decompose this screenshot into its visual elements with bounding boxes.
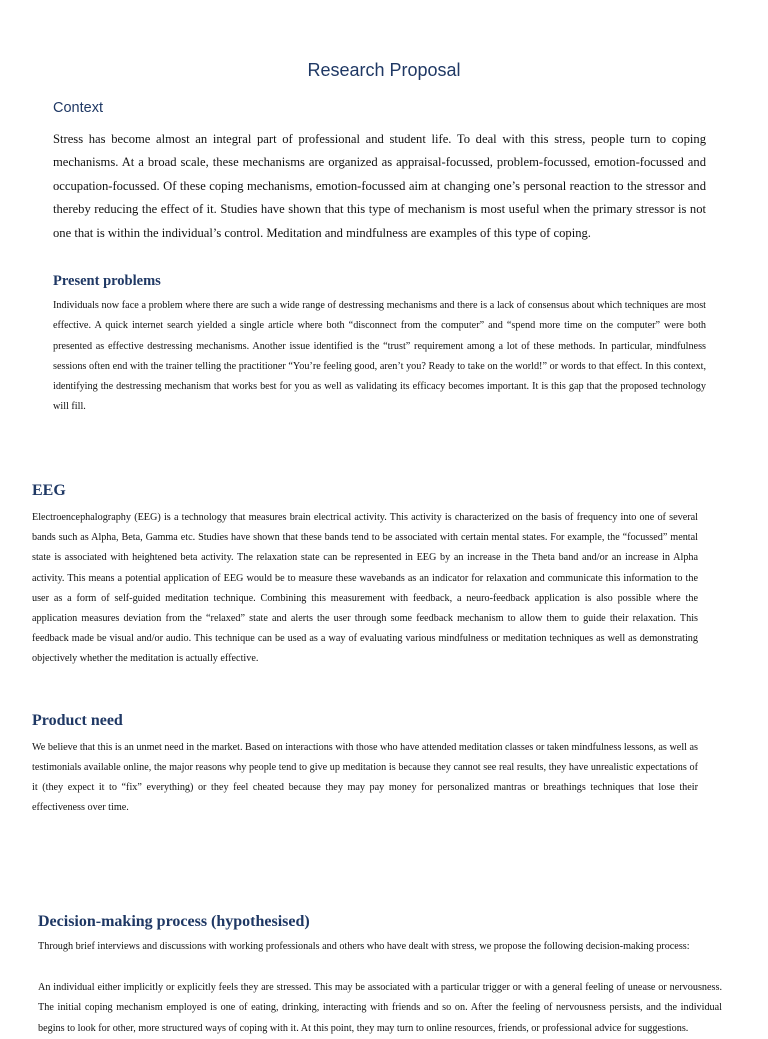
heading-eeg: EEG [32, 482, 66, 499]
heading-present-problems: Present problems [53, 273, 161, 289]
document-title: Research Proposal [307, 60, 461, 80]
paragraph-eeg: Electroencephalography (EEG) is a technology that measures brain electrical activity. This activity is characterized on the basis of frequency into one of several bands such as Alpha, Beta, Gamma etc. Studies have shown that these bands tend to be associated with certain mental states. For example, the “focussed” mental state is associated with heightened beta activity. The relaxation state can be represented in EEG by an increase in the Theta band and/or an increase in Alpha activity. This means a potential application of EEG would be to measure these wavebands as an indicator for relaxation and communicate this information to the user as a form of self-guided meditation technique. Combining this measurement with feedback, a neuro-feedback application is also possible where the application measures deviation from the “relaxed” state and alerts the user through some feedback mechanism to allow them to guide their relaxation. This feedback made be visual and/or audio. This technique can be used as a way of evaluating various mindfulness or meditation techniques as well as demonstrating objectively whether the meditation is actually effective. [32, 512, 698, 665]
paragraph-product-need: We believe that this is an unmet need in the market. Based on interactions with those who have attended meditation classes or taken mindfulness lessons, as well as testimonials available online, the major reasons why people tend to give up meditation is because they cannot see real results, they have unrealistic expectations of it (they expect it to “fix” everything) or they feel cheated because they may pay money for personalized mantras or breathings techniques that lose their effectiveness over time. [32, 742, 699, 814]
paragraph-decision-making-intro: Through brief interviews and discussions with working professionals and others who have dealt with stress, we propose the following decision-making process: [38, 941, 690, 952]
heading-product-need: Product need [32, 712, 123, 729]
paragraph-decision-making-process: An individual either implicitly or explicitly feels they are stressed. This may be associated with a particular trigger or with a general feeling of unease or nervousness. The initial coping mechanism employed is one of eating, drinking, interacting with friends and so on. After the feeling of nervousness persists, and the individual begins to look for other, more structured ways of coping with it. At this point, they may turn to online resources, friends, or professional advice for suggestions. [38, 982, 722, 1034]
heading-context: Context [53, 100, 103, 116]
paragraph-context: Stress has become almost an integral part of professional and student life. To deal with this stress, people turn to coping mechanisms. At a broad scale, these mechanisms are organized as appraisal-focussed, problem-focussed, emotion-focussed and occupation-focussed. Of these coping mechanisms, emotion-focussed aim at changing one’s personal reaction to the stressor and thereby reducing the effect of it. Studies have shown that this type of mechanism is most useful when the primary stressor is not one that is within the individual’s control. Meditation and mindfulness are examples of this type of coping. [53, 132, 706, 240]
heading-decision-making: Decision-making process (hypothesised) [38, 913, 310, 930]
paragraph-present-problems: Individuals now face a problem where there are such a wide range of destressing mechanisms and there is a lack of consensus about which techniques are most effective. A quick internet search yielded a single article where both “disconnect from the computer” and “spend more time on the computer” were both presented as effective destressing mechanisms. Another issue identified is the “trust” requirement among a lot of these methods. In particular, mindfulness sessions often end with the trainer telling the practitioner “You’re feeling good, aren’t you? Ready to take on the world!” or words to that effect. In this context, identifying the destressing mechanism that works best for you as well as validating its efficacy becomes important. It is this gap that the proposed technology will fill. [53, 300, 706, 413]
